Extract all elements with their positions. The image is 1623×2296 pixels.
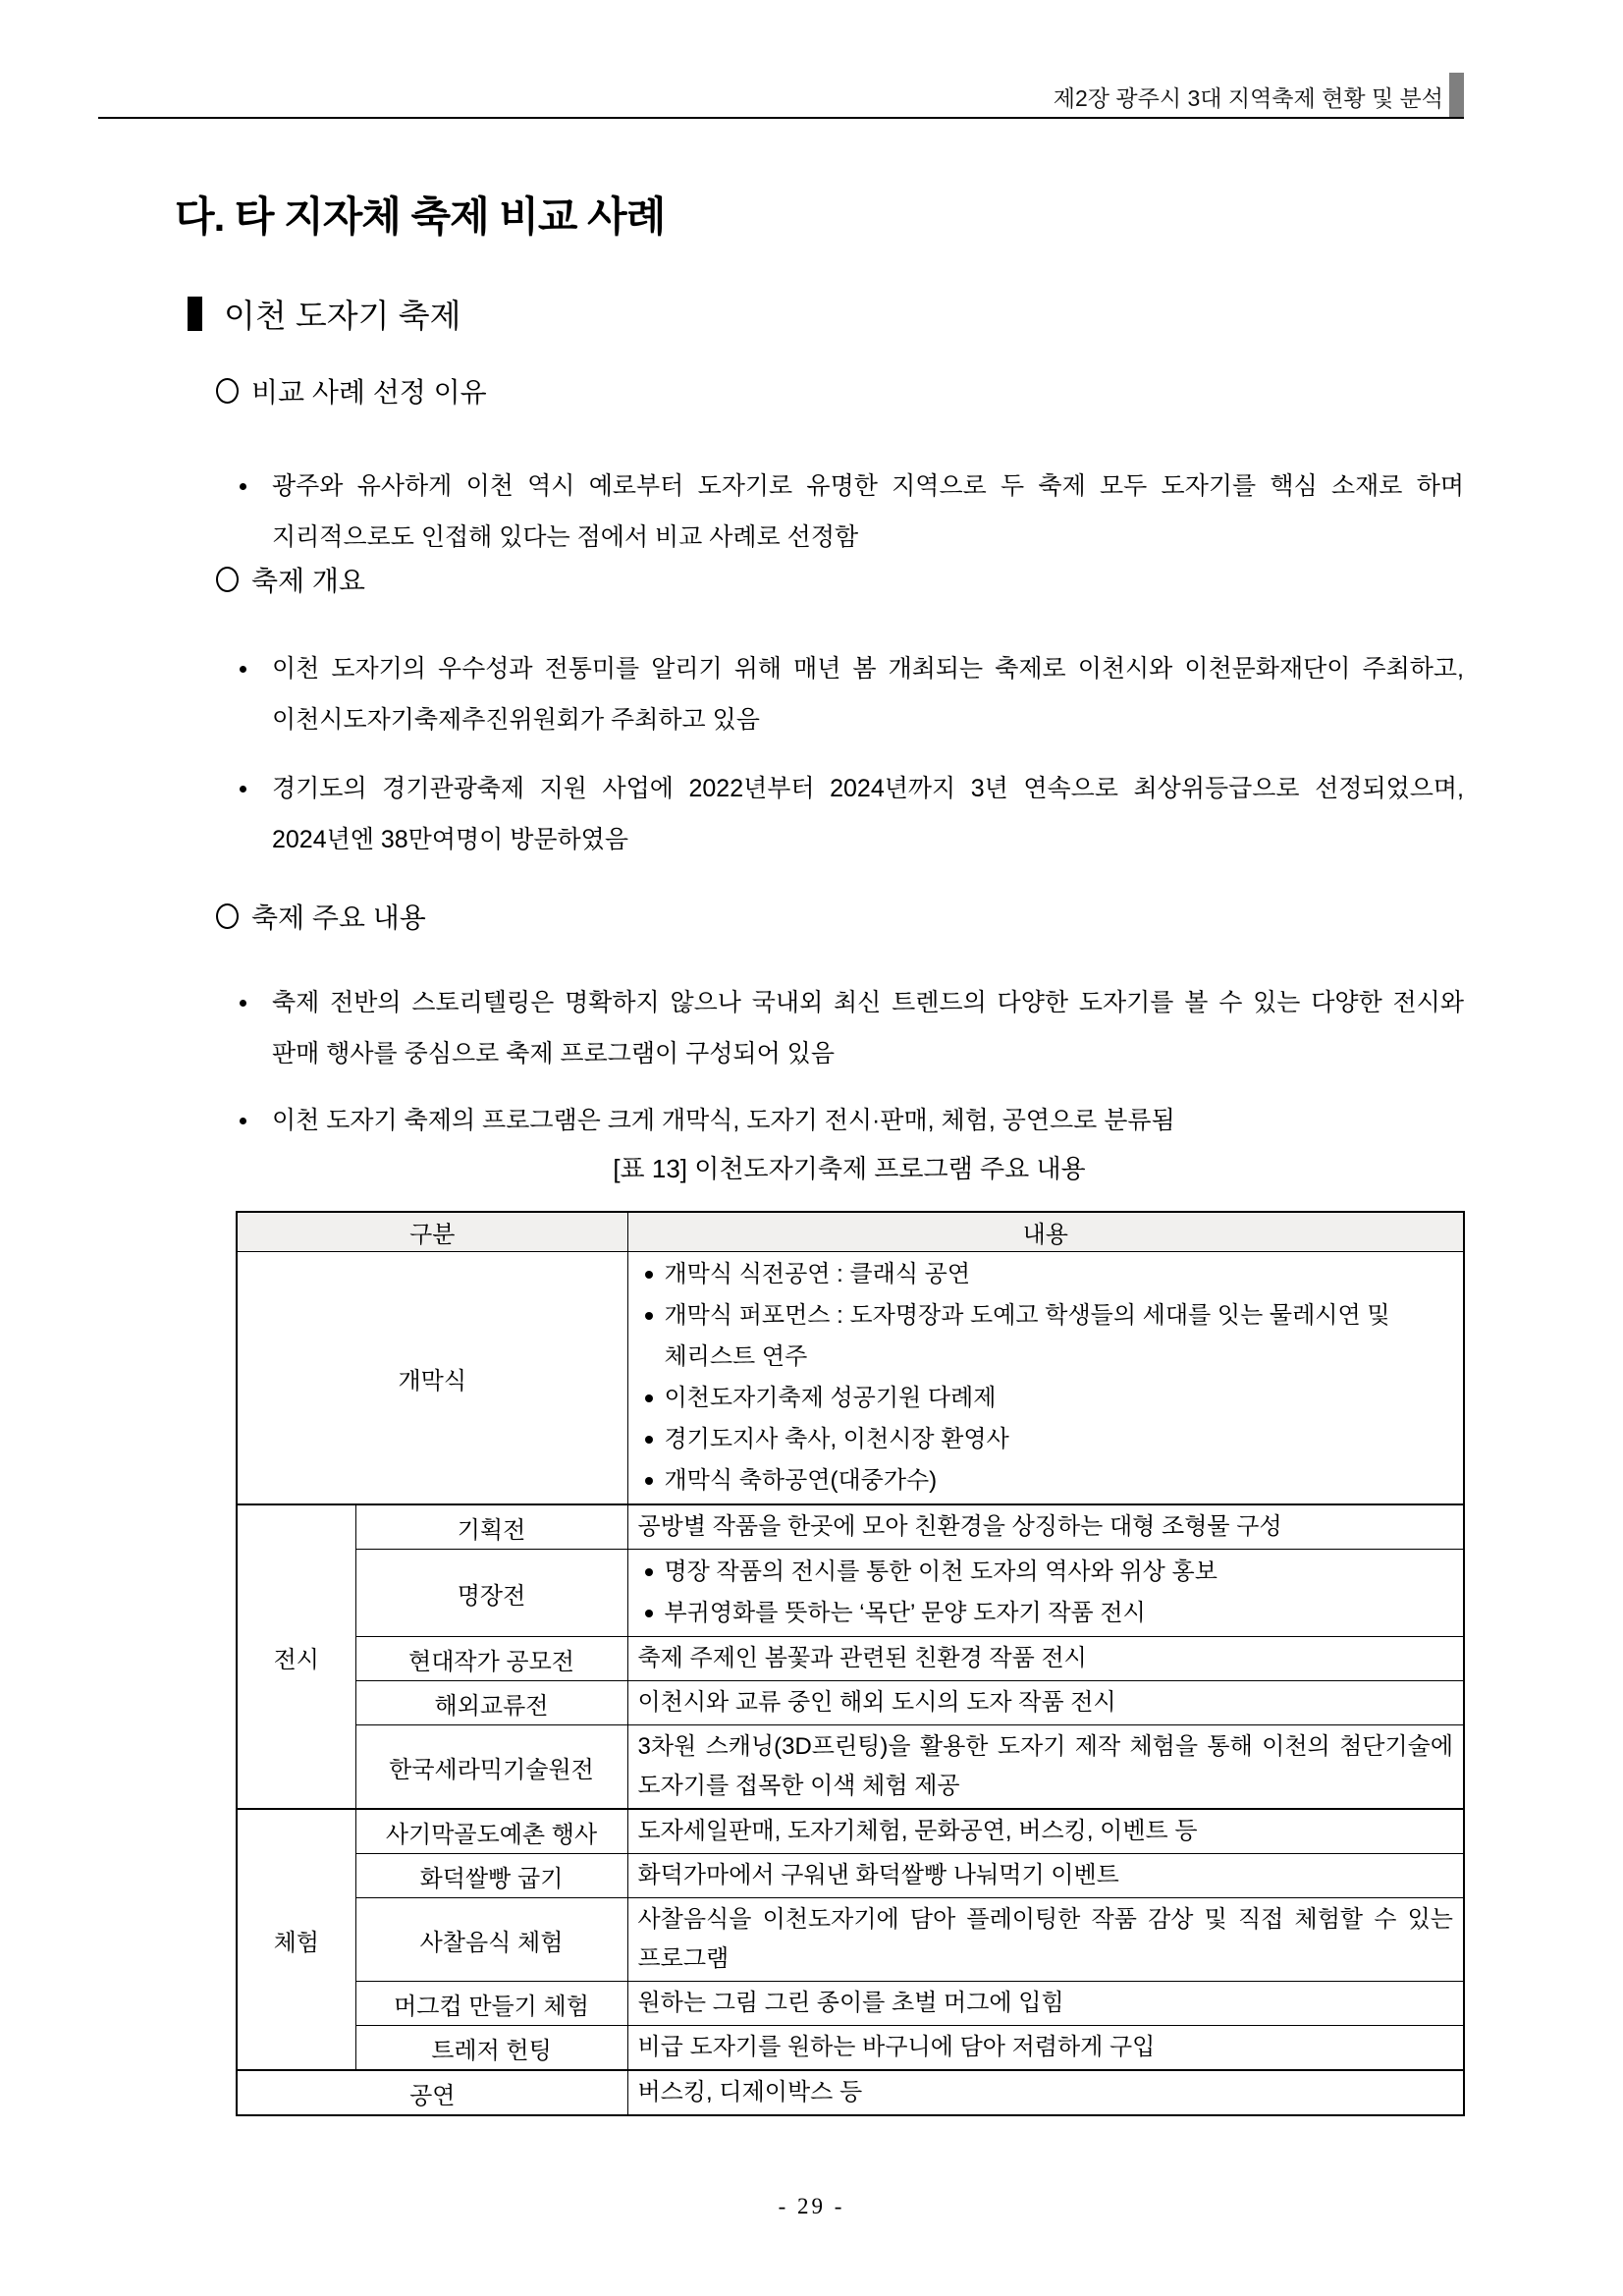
category-cell: 전시: [237, 1504, 355, 1809]
section-heading-overview: [216, 560, 365, 599]
subcategory-cell: 해외교류전: [355, 1681, 627, 1725]
subcategory-cell: 사기막골도예촌 행사: [355, 1809, 627, 1854]
table-row: [237, 1725, 1464, 1810]
subcategory-cell: 명장전: [355, 1550, 627, 1637]
content-cell: 공방별 작품을 한곳에 모아 친환경을 상징하는 대형 조형물 구성: [627, 1504, 1464, 1550]
body-paragraph: 이천 도자기 축제의 프로그램은 크게 개막식, 도자기 전시·판매, 체험, 공연으로 분류됨: [272, 1095, 1464, 1146]
circle-bullet-icon: [216, 378, 239, 404]
table-row: [237, 1637, 1464, 1681]
content-cell: 축제 주제인 봄꽃과 관련된 친환경 작품 전시: [627, 1637, 1464, 1681]
content-cell: 사찰음식을 이천도자기에 담아 플레이팅한 작품 감상 및 직접 체험할 수 있는 프로그램: [627, 1898, 1464, 1982]
subcategory-cell: 머그컵 만들기 체험: [355, 1982, 627, 2026]
section-heading-label: 축제 개요: [251, 566, 365, 596]
content-cell: 도자세일판매, 도자기체험, 문화공연, 버스킹, 이벤트 등: [627, 1809, 1464, 1854]
list-item: 이천도자기축제 성공기원 다례제: [638, 1378, 1454, 1419]
subsection-title-label: 이천 도자기 축제: [224, 298, 461, 334]
content-cell: 버스킹, 디제이박스 등: [627, 2070, 1464, 2115]
page-number: - 29 -: [778, 2194, 845, 2218]
section-heading-main: [216, 897, 426, 936]
subcategory-cell: 사찰음식 체험: [355, 1898, 627, 1982]
opening-items-list: [638, 1254, 1454, 1502]
section-heading-reason: [216, 371, 487, 410]
content-cell: 3차원 스캐닝(3D프린팅)을 활용한 도자기 제작 체험을 통해 이천의 첨단기술에 도자기를 접목한 이색 체험 제공: [627, 1725, 1464, 1810]
list-item: 개막식 축하공연(대중가수): [638, 1460, 1454, 1502]
content-cell: 원하는 그림 그린 종이를 초벌 머그에 입힘: [627, 1982, 1464, 2026]
body-paragraph: 광주와 유사하게 이천 역시 예로부터 도자기로 유명한 지역으로 두 축제 모두 도자기를 핵심 소재로 하며 지리적으로도 인접해 있다는 점에서 비교 사례로 선정함: [272, 461, 1464, 563]
category-cell: 공연: [237, 2070, 627, 2115]
table-row: [237, 1854, 1464, 1898]
black-bar-bullet-icon: [188, 297, 202, 331]
content-cell: 화덕가마에서 구워낸 화덕쌀빵 나눠먹기 이벤트: [627, 1854, 1464, 1898]
header-accent-bar-icon: [1449, 73, 1464, 119]
table-row-experience: [237, 1809, 1464, 1854]
body-paragraph: 이천 도자기의 우수성과 전통미를 알리기 위해 매년 봄 개최되는 축제로 이천시와 이천문화재단이 주최하고, 이천시도자기축제추진위원회가 주최하고 있음: [272, 643, 1464, 745]
table-row: [237, 1982, 1464, 2026]
subsection-title: [188, 291, 460, 337]
content-cell: [627, 1252, 1464, 1505]
list-item: 명장 작품의 전시를 통한 이천 도자의 역사와 위상 홍보: [638, 1552, 1454, 1593]
list-item: 경기도지사 축사, 이천시장 환영사: [638, 1419, 1454, 1460]
table-row: [237, 1681, 1464, 1725]
category-cell: 개막식: [237, 1252, 627, 1505]
col-header-content: 내용: [627, 1212, 1464, 1252]
table-header-row: [237, 1212, 1464, 1252]
table-row: [237, 1550, 1464, 1637]
table-row: [237, 2026, 1464, 2071]
body-paragraph: 경기도의 경기관광축제 지원 사업에 2022년부터 2024년까지 3년 연속으로 최상위등급으로 선정되었으며, 2024년엔 38만여명이 방문하였음: [272, 763, 1464, 865]
table-row-exhibition: [237, 1504, 1464, 1550]
body-paragraph: 축제 전반의 스토리텔링은 명확하지 않으나 국내외 최신 트렌드의 다양한 도자기를 볼 수 있는 다양한 전시와 판매 행사를 중심으로 축제 프로그램이 구성되어 있음: [272, 977, 1464, 1079]
list-item: 개막식 퍼포먼스 : 도자명장과 도예고 학생들의 세대를 잇는 물레시연 및 체리스트 연주: [638, 1295, 1454, 1378]
program-table: [236, 1211, 1465, 2116]
header-rule: [98, 117, 1464, 119]
content-cell: 비급 도자기를 원하는 바구니에 담아 저렴하게 구입: [627, 2026, 1464, 2071]
subcategory-cell: 화덕쌀빵 굽기: [355, 1854, 627, 1898]
section-heading-label: 축제 주요 내용: [251, 902, 426, 933]
col-header-category: 구분: [237, 1212, 627, 1252]
page-title: 다. 타 지자체 축제 비교 사례: [175, 193, 666, 240]
section-heading-label: 비교 사례 선정 이유: [251, 377, 487, 408]
circle-bullet-icon: [216, 903, 239, 929]
subcategory-cell: 한국세라믹기술원전: [355, 1725, 627, 1810]
content-cell: [627, 1550, 1464, 1637]
running-head: 제2장 광주시 3대 지역축제 현황 및 분석: [1053, 85, 1443, 111]
subcategory-cell: 트레저 헌팅: [355, 2026, 627, 2071]
list-item: 개막식 식전공연 : 클래식 공연: [638, 1254, 1454, 1295]
category-cell: 체험: [237, 1809, 355, 2070]
table-row: [237, 1898, 1464, 1982]
masters-items-list: [638, 1552, 1454, 1634]
content-cell: 이천시와 교류 중인 해외 도시의 도자 작품 전시: [627, 1681, 1464, 1725]
circle-bullet-icon: [216, 567, 239, 592]
subcategory-cell: 현대작가 공모전: [355, 1637, 627, 1681]
table-row-performance: [237, 2070, 1464, 2115]
list-item: 부귀영화를 뜻하는 ‘목단’ 문양 도자기 작품 전시: [638, 1593, 1454, 1634]
table-row-opening: [237, 1252, 1464, 1505]
table-caption: [표 13] 이천도자기축제 프로그램 주요 내용: [613, 1154, 1086, 1183]
subcategory-cell: 기획전: [355, 1504, 627, 1550]
